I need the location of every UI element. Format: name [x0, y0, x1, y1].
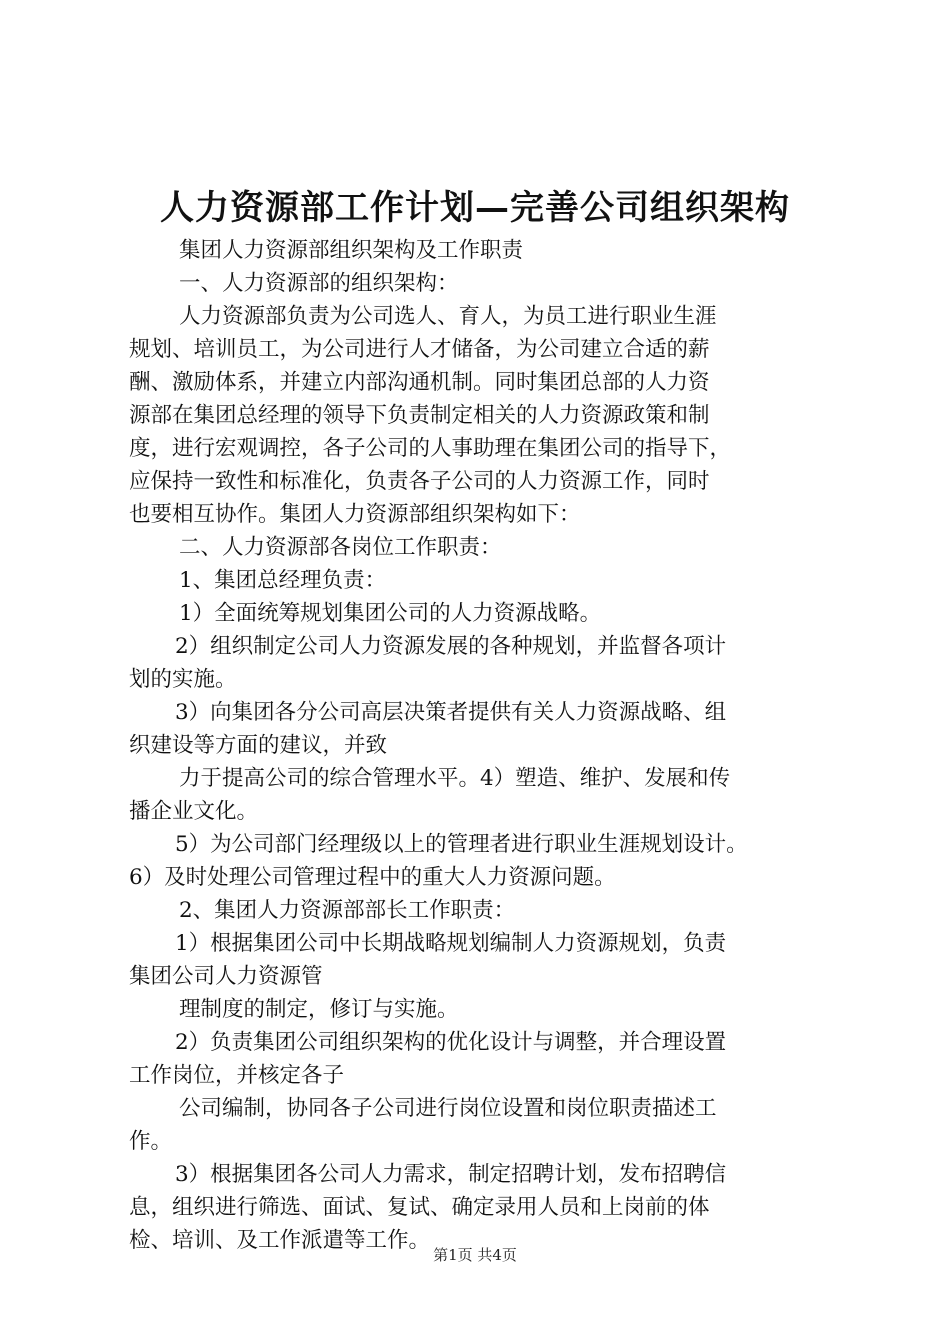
list-item: 1）根据集团公司中长期战略规划编制人力资源规划，负责 — [175, 931, 727, 956]
list-item: 1）全面统筹规划集团公司的人力资源战略。 — [179, 601, 602, 626]
paragraph-line: 集团人力资源部组织架构及工作职责 — [179, 238, 524, 263]
paragraph-line: 播企业文化。 — [129, 799, 259, 824]
list-item: 6）及时处理公司管理过程中的重大人力资源问题。 — [129, 865, 616, 890]
list-item: 2）组织制定公司人力资源发展的各种规划，并监督各项计 — [175, 634, 727, 659]
paragraph-line: 划的实施。 — [129, 667, 237, 692]
paragraph-line: 也要相互协作。集团人力资源部组织架构如下： — [129, 502, 581, 527]
paragraph-line: 公司编制，协同各子公司进行岗位设置和岗位职责描述工 — [179, 1096, 717, 1121]
paragraph-line: 度，进行宏观调控，各子公司的人事助理在集团公司的指导下， — [129, 436, 732, 461]
document-title: 人力资源部工作计划—完善公司组织架构 — [160, 188, 790, 228]
paragraph-line: 力于提高公司的综合管理水平。4）塑造、维护、发展和传 — [179, 766, 731, 791]
list-item: 5）为公司部门经理级以上的管理者进行职业生涯规划设计。 — [175, 832, 748, 857]
paragraph-line: 应保持一致性和标准化，负责各子公司的人力资源工作，同时 — [129, 469, 710, 494]
paragraph-line: 作。 — [129, 1129, 173, 1154]
section-heading: 二、人力资源部各岗位工作职责： — [179, 535, 502, 560]
document-body — [129, 234, 851, 1257]
list-item: 3）向集团各分公司高层决策者提供有关人力资源战略、组 — [175, 700, 727, 725]
paragraph-line: 织建设等方面的建议，并致 — [129, 733, 388, 758]
page-footer: 第1页 共4页 — [433, 1246, 517, 1264]
paragraph-line: 集团公司人力资源管 — [129, 964, 323, 989]
subsection-heading: 1、集团总经理负责： — [179, 568, 387, 593]
list-item: 2）负责集团公司组织架构的优化设计与调整，并合理设置 — [175, 1030, 727, 1055]
paragraph-line: 人力资源部负责为公司选人、育人，为员工进行职业生涯 — [179, 304, 717, 329]
section-heading: 一、人力资源部的组织架构： — [179, 271, 459, 296]
paragraph-line: 源部在集团总经理的领导下负责制定相关的人力资源政策和制 — [129, 403, 710, 428]
paragraph-line: 规划、培训员工，为公司进行人才储备，为公司建立合适的薪 — [129, 337, 710, 362]
paragraph-line: 工作岗位，并核定各子 — [129, 1063, 345, 1088]
paragraph-line: 理制度的制定，修订与实施。 — [179, 997, 459, 1022]
subsection-heading: 2、集团人力资源部部长工作职责： — [179, 898, 516, 923]
list-item: 3）根据集团各公司人力需求，制定招聘计划，发布招聘信 — [175, 1162, 727, 1187]
paragraph-line: 酬、激励体系，并建立内部沟通机制。同时集团总部的人力资 — [129, 370, 710, 395]
paragraph-line: 息，组织进行筛选、面试、复试、确定录用人员和上岗前的体 — [129, 1195, 710, 1220]
paragraph-line: 检、培训、及工作派遣等工作。 — [129, 1228, 431, 1253]
